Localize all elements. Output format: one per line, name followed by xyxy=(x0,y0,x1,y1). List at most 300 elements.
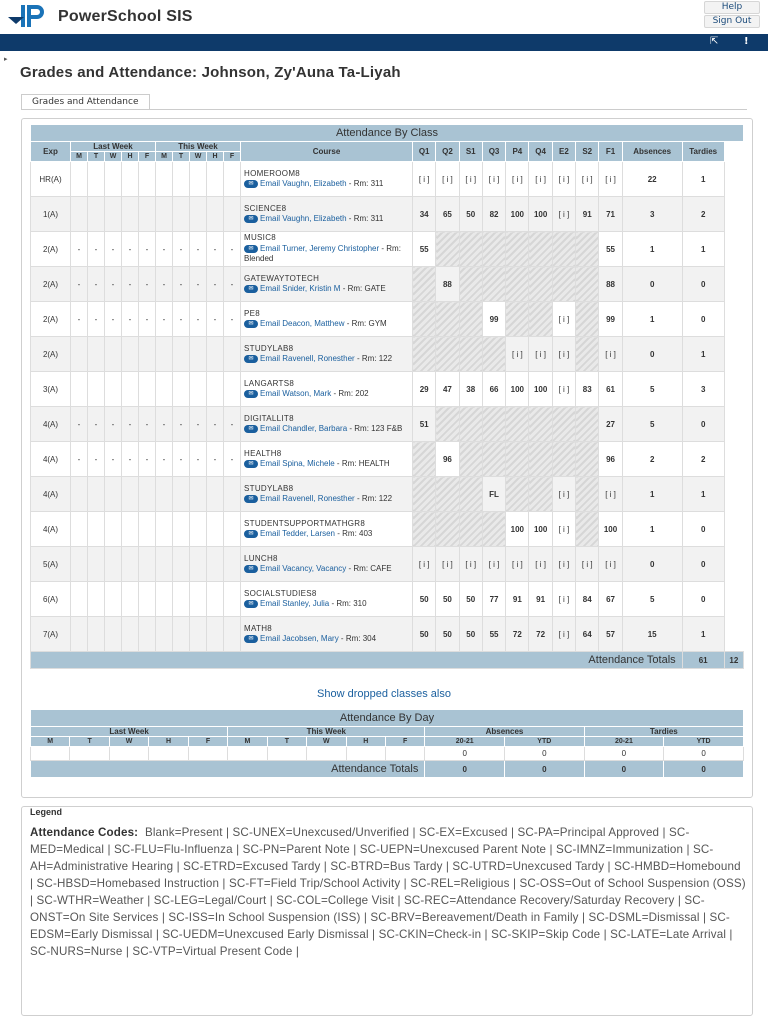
day-cell xyxy=(173,337,190,372)
grade-cell-link[interactable]: 50 xyxy=(413,617,436,652)
day-cell xyxy=(122,547,139,582)
day-cell xyxy=(156,162,173,197)
day-cell xyxy=(139,512,156,547)
grade-cell-link[interactable]: [ i ] xyxy=(552,477,575,512)
grade-cell-na xyxy=(482,442,505,477)
course-name: PE8 xyxy=(244,308,261,318)
day-cell xyxy=(173,547,190,582)
grade-cell-link[interactable]: 100 xyxy=(529,512,552,547)
grade-cell-link[interactable]: 91 xyxy=(506,582,529,617)
grade-cell-link[interactable]: [ i ] xyxy=(552,547,575,582)
grade-cell-na xyxy=(552,442,575,477)
day-letter: W xyxy=(109,737,148,747)
grade-cell-link[interactable]: 83 xyxy=(576,372,599,407)
teacher-email-link[interactable]: Email Chandler, Barbara xyxy=(260,424,348,433)
grade-cell-link[interactable]: 64 xyxy=(576,617,599,652)
absences-cell[interactable]: 5 xyxy=(622,582,682,617)
grade-cell-na xyxy=(459,407,482,442)
day-cell: - xyxy=(173,442,190,477)
day-cell: - xyxy=(173,407,190,442)
grade-cell-link[interactable]: 38 xyxy=(459,372,482,407)
sign-out-button[interactable]: Sign Out xyxy=(704,15,760,28)
day-letter: T xyxy=(173,152,190,162)
col-last-week: Last Week xyxy=(71,142,156,152)
email-icon[interactable]: ✉ xyxy=(244,390,258,398)
room-label: - Rm: 311 xyxy=(346,214,384,223)
tardies-cell[interactable]: 1 xyxy=(682,162,724,197)
day-cell: - xyxy=(190,302,207,337)
grade-cell-link[interactable]: 91 xyxy=(576,197,599,232)
day-cell xyxy=(71,477,88,512)
teacher-email-link[interactable]: Email Ravenell, Ronesther xyxy=(260,354,355,363)
course-cell xyxy=(241,232,413,267)
class-row xyxy=(31,267,744,302)
tardies-cell[interactable]: 2 xyxy=(682,197,724,232)
teacher-email-link[interactable]: Email Vacancy, Vacancy xyxy=(260,564,347,573)
grade-cell-link[interactable]: [ i ] xyxy=(599,477,622,512)
col-absences: Absences xyxy=(622,142,682,162)
legend-label: Attendance Codes: xyxy=(30,826,139,839)
total-absences: 61 xyxy=(682,652,724,669)
grade-cell-link[interactable]: [ i ] xyxy=(413,547,436,582)
day-cell xyxy=(105,197,122,232)
exp-cell: 3(A) xyxy=(31,372,71,407)
day-cell xyxy=(105,162,122,197)
day-cell xyxy=(224,582,241,617)
tardies-cell[interactable]: 0 xyxy=(682,407,724,442)
tardies-cell[interactable]: 0 xyxy=(682,512,724,547)
nav-bar xyxy=(0,34,768,51)
day-cell: - xyxy=(139,442,156,477)
grade-cell-link[interactable]: [ i ] xyxy=(482,547,505,582)
day-cell: - xyxy=(207,302,224,337)
alert-icon[interactable]: ! xyxy=(744,36,749,47)
grade-cell-na xyxy=(576,267,599,302)
day-cell xyxy=(105,617,122,652)
grade-cell-link[interactable]: [ i ] xyxy=(436,547,459,582)
course-name: LUNCH8 xyxy=(244,553,278,563)
grade-cell-na xyxy=(576,302,599,337)
teacher-email-link[interactable]: Email Tedder, Larsen xyxy=(260,529,336,538)
day-cell xyxy=(156,477,173,512)
day-cell xyxy=(105,512,122,547)
course-name: DIGITALLIT8 xyxy=(244,413,294,423)
tardies-cell[interactable]: 1 xyxy=(682,232,724,267)
day-cell: - xyxy=(156,232,173,267)
grade-cell-link[interactable]: 88 xyxy=(599,267,622,302)
day-cell: - xyxy=(139,407,156,442)
col-term[interactable]: S2 xyxy=(576,142,599,162)
grade-cell-link[interactable]: [ i ] xyxy=(436,162,459,197)
absences-cell[interactable]: 0 xyxy=(622,337,682,372)
email-icon[interactable]: ✉ xyxy=(244,460,258,468)
absences-cell[interactable]: 5 xyxy=(622,372,682,407)
grade-cell-link[interactable]: 57 xyxy=(599,617,622,652)
day-cell: - xyxy=(88,302,105,337)
day-cell xyxy=(71,197,88,232)
day-cell xyxy=(224,197,241,232)
grade-cell-link[interactable]: [ i ] xyxy=(576,162,599,197)
day-cell xyxy=(122,337,139,372)
exp-cell: 2(A) xyxy=(31,337,71,372)
day-letter: T xyxy=(70,737,109,747)
grade-cell-link[interactable]: [ i ] xyxy=(552,197,575,232)
col-term[interactable]: Q4 xyxy=(529,142,552,162)
class-row xyxy=(31,582,744,617)
day-total-cell: 0 xyxy=(504,747,584,761)
tardies-cell[interactable]: 1 xyxy=(682,337,724,372)
grade-cell-link[interactable]: 88 xyxy=(436,267,459,302)
tardies-cell[interactable]: 1 xyxy=(682,477,724,512)
course-cell xyxy=(241,337,413,372)
grade-cell-link[interactable]: 71 xyxy=(599,197,622,232)
course-name: SCIENCE8 xyxy=(244,203,287,213)
grade-cell-link[interactable]: 50 xyxy=(459,617,482,652)
day-col-absences: Absences xyxy=(425,727,584,737)
day-cell: - xyxy=(156,267,173,302)
day-cell xyxy=(207,477,224,512)
grade-cell-link[interactable]: 66 xyxy=(482,372,505,407)
day-cell: - xyxy=(105,267,122,302)
course-cell xyxy=(241,582,413,617)
day-cell xyxy=(224,372,241,407)
email-icon[interactable]: ✉ xyxy=(244,285,258,293)
col-course: Course xyxy=(241,142,413,162)
day-cell: - xyxy=(156,407,173,442)
col-term[interactable]: P4 xyxy=(506,142,529,162)
grade-cell-na xyxy=(436,337,459,372)
col-term[interactable]: E2 xyxy=(552,142,575,162)
day-cell: - xyxy=(207,407,224,442)
tardies-cell[interactable]: 0 xyxy=(682,267,724,302)
course-name: STUDENTSUPPORTMATHGR8 xyxy=(244,518,366,528)
day-cell xyxy=(105,477,122,512)
day-cell: - xyxy=(173,232,190,267)
day-cell: - xyxy=(190,442,207,477)
grade-cell-link[interactable]: 27 xyxy=(599,407,622,442)
grade-cell-link[interactable]: 61 xyxy=(599,372,622,407)
course-cell xyxy=(241,617,413,652)
grade-cell-link[interactable]: [ i ] xyxy=(459,162,482,197)
day-cell xyxy=(228,747,267,761)
absences-cell[interactable]: 2 xyxy=(622,442,682,477)
course-cell xyxy=(241,267,413,302)
grade-cell-na xyxy=(506,232,529,267)
grade-cell-link[interactable]: 50 xyxy=(436,617,459,652)
absences-cell[interactable]: 0 xyxy=(622,547,682,582)
class-row xyxy=(31,162,744,197)
absences-cell[interactable]: 5 xyxy=(622,407,682,442)
day-cell xyxy=(88,477,105,512)
day-cell: - xyxy=(224,232,241,267)
grade-cell-na xyxy=(436,302,459,337)
course-name: LANGARTS8 xyxy=(244,378,295,388)
grade-cell-link[interactable]: 65 xyxy=(436,197,459,232)
grade-cell-link[interactable]: [ i ] xyxy=(552,582,575,617)
day-cell xyxy=(88,547,105,582)
day-letter: M xyxy=(156,152,173,162)
grade-cell-link[interactable]: 84 xyxy=(576,582,599,617)
grade-cell-link[interactable]: [ i ] xyxy=(552,512,575,547)
room-label: - Rm: GATE xyxy=(340,284,386,293)
expand-arrow-icon[interactable]: ▸ xyxy=(4,55,8,63)
grade-cell-link[interactable]: 47 xyxy=(436,372,459,407)
absences-cell[interactable]: 1 xyxy=(622,477,682,512)
day-cell xyxy=(88,162,105,197)
grade-cell-link[interactable]: 55 xyxy=(482,617,505,652)
col-term[interactable]: Q3 xyxy=(482,142,505,162)
grade-cell-link[interactable]: 55 xyxy=(599,232,622,267)
col-term[interactable]: S1 xyxy=(459,142,482,162)
day-cell: - xyxy=(122,442,139,477)
grade-cell-link[interactable]: [ i ] xyxy=(459,547,482,582)
col-exp: Exp xyxy=(31,142,71,162)
grade-cell-link[interactable]: 100 xyxy=(506,512,529,547)
grade-cell-link[interactable]: [ i ] xyxy=(599,547,622,582)
attendance-by-day-table xyxy=(30,709,744,778)
course-cell xyxy=(241,162,413,197)
grade-cell-na xyxy=(482,232,505,267)
tardies-cell[interactable]: 2 xyxy=(682,442,724,477)
absences-cell[interactable]: 1 xyxy=(622,232,682,267)
room-label: - Rm: HEALTH xyxy=(334,459,390,468)
grade-cell-link[interactable]: 96 xyxy=(599,442,622,477)
day-cell xyxy=(88,197,105,232)
grade-cell-link[interactable]: [ i ] xyxy=(599,337,622,372)
grade-cell-na xyxy=(576,477,599,512)
day-cell: - xyxy=(139,232,156,267)
grade-cell-link[interactable]: 50 xyxy=(413,582,436,617)
grade-cell-link[interactable]: 29 xyxy=(413,372,436,407)
grade-cell-link[interactable]: 99 xyxy=(482,302,505,337)
grade-cell-na xyxy=(459,512,482,547)
day-cell: - xyxy=(88,442,105,477)
powerschool-logo-icon[interactable] xyxy=(20,4,48,28)
grade-cell-link[interactable]: [ i ] xyxy=(552,162,575,197)
grade-cell-link[interactable]: 77 xyxy=(482,582,505,617)
day-cell xyxy=(156,617,173,652)
day-cell xyxy=(71,162,88,197)
day-cell xyxy=(385,747,424,761)
col-term[interactable]: Q2 xyxy=(436,142,459,162)
grade-cell-link[interactable]: 100 xyxy=(529,372,552,407)
day-letter: M xyxy=(228,737,267,747)
tardies-cell[interactable]: 0 xyxy=(682,582,724,617)
day-grand-total: 0 xyxy=(425,761,505,778)
email-icon[interactable]: ✉ xyxy=(244,635,258,643)
exp-cell: 2(A) xyxy=(31,302,71,337)
room-label: - Rm: GYM xyxy=(344,319,387,328)
exp-cell: 2(A) xyxy=(31,232,71,267)
grade-cell-link[interactable]: [ i ] xyxy=(482,162,505,197)
teacher-email-link[interactable]: Email Vaughn, Elizabeth xyxy=(260,179,347,188)
grade-cell-na xyxy=(436,512,459,547)
grade-cell-link[interactable]: FL xyxy=(482,477,505,512)
absences-cell[interactable]: 1 xyxy=(622,302,682,337)
day-cell: - xyxy=(122,407,139,442)
email-icon[interactable]: ✉ xyxy=(244,215,258,223)
email-icon[interactable]: ✉ xyxy=(244,600,258,608)
email-icon[interactable]: ✉ xyxy=(244,320,258,328)
grade-cell-link[interactable]: [ i ] xyxy=(599,162,622,197)
teacher-email-link[interactable]: Email Vaughn, Elizabeth xyxy=(260,214,347,223)
absences-cell[interactable]: 3 xyxy=(622,197,682,232)
grade-cell-link[interactable]: [ i ] xyxy=(529,162,552,197)
help-button[interactable]: Help xyxy=(704,1,760,14)
grade-cell-na xyxy=(459,477,482,512)
grade-cell-link[interactable]: 82 xyxy=(482,197,505,232)
day-col-tardies: Tardies xyxy=(584,727,743,737)
day-cell: - xyxy=(71,232,88,267)
day-cell xyxy=(173,617,190,652)
day-cell xyxy=(173,582,190,617)
grade-cell-na xyxy=(576,442,599,477)
grade-cell-link[interactable]: 91 xyxy=(529,582,552,617)
grade-cell-link[interactable]: 34 xyxy=(413,197,436,232)
grade-cell-link[interactable]: 100 xyxy=(529,197,552,232)
grade-cell-link[interactable]: 51 xyxy=(413,407,436,442)
grade-cell-na xyxy=(436,477,459,512)
day-cell xyxy=(71,337,88,372)
grade-cell-na xyxy=(413,337,436,372)
day-cell xyxy=(207,617,224,652)
email-icon[interactable]: ✉ xyxy=(244,245,258,253)
tardies-cell[interactable]: 0 xyxy=(682,547,724,582)
day-cell: - xyxy=(224,302,241,337)
grade-cell-link[interactable]: [ i ] xyxy=(529,547,552,582)
teacher-email-link[interactable]: Email Spina, Michele xyxy=(260,459,335,468)
grade-cell-na xyxy=(529,232,552,267)
grade-cell-link[interactable]: 100 xyxy=(506,197,529,232)
day-cell: - xyxy=(88,232,105,267)
teacher-email-link[interactable]: Email Watson, Mark xyxy=(260,389,332,398)
email-icon[interactable]: ✉ xyxy=(244,565,258,573)
grade-cell-na xyxy=(552,232,575,267)
day-cell xyxy=(190,477,207,512)
email-icon[interactable]: ✉ xyxy=(244,530,258,538)
attendance-totals-label: Attendance Totals xyxy=(31,652,683,669)
day-col-this-week: This Week xyxy=(228,727,425,737)
day-cell xyxy=(207,337,224,372)
day-cell: - xyxy=(207,232,224,267)
grade-cell-link[interactable]: 96 xyxy=(436,442,459,477)
day-cell xyxy=(71,547,88,582)
grade-cell-na xyxy=(459,267,482,302)
nav-caret-icon xyxy=(8,17,24,24)
absences-cell[interactable]: 15 xyxy=(622,617,682,652)
col-this-week: This Week xyxy=(156,142,241,152)
grade-cell-link[interactable]: [ i ] xyxy=(552,617,575,652)
grade-cell-link[interactable]: [ i ] xyxy=(552,337,575,372)
grade-cell-link[interactable]: 100 xyxy=(506,372,529,407)
grade-cell-link[interactable]: [ i ] xyxy=(413,162,436,197)
email-icon[interactable]: ✉ xyxy=(244,180,258,188)
day-cell: - xyxy=(190,407,207,442)
course-cell xyxy=(241,197,413,232)
email-icon[interactable]: ✉ xyxy=(244,425,258,433)
tab-grades-and-attendance[interactable]: Grades and Attendance xyxy=(21,94,150,110)
day-letter: F xyxy=(139,152,156,162)
day-cell xyxy=(156,337,173,372)
grade-cell-link[interactable]: 50 xyxy=(459,582,482,617)
day-cell: - xyxy=(105,442,122,477)
grade-cell-link[interactable]: [ i ] xyxy=(506,337,529,372)
day-cell xyxy=(139,582,156,617)
show-dropped-classes-link[interactable]: Show dropped classes also xyxy=(317,688,451,700)
email-icon[interactable]: ✉ xyxy=(244,495,258,503)
day-letter: F xyxy=(385,737,424,747)
tardies-cell[interactable]: 3 xyxy=(682,372,724,407)
grade-cell-na xyxy=(413,512,436,547)
teacher-email-link[interactable]: Email Jacobsen, Mary xyxy=(260,634,339,643)
course-cell xyxy=(241,302,413,337)
absences-cell[interactable]: 1 xyxy=(622,512,682,547)
col-term[interactable]: F1 xyxy=(599,142,622,162)
day-cell xyxy=(156,582,173,617)
tardies-cell[interactable]: 0 xyxy=(682,302,724,337)
grade-cell-link[interactable]: 50 xyxy=(459,197,482,232)
teacher-email-link[interactable]: Email Snider, Kristin M xyxy=(260,284,341,293)
day-cell: - xyxy=(173,302,190,337)
teacher-email-link[interactable]: Email Stanley, Julia xyxy=(260,599,330,608)
room-label: - Rm: 310 xyxy=(329,599,367,608)
day-cell xyxy=(156,197,173,232)
teacher-email-link[interactable]: Email Ravenell, Ronesther xyxy=(260,494,355,503)
day-totals-label: Attendance Totals xyxy=(31,761,425,778)
day-cell xyxy=(156,512,173,547)
absences-cell[interactable]: 22 xyxy=(622,162,682,197)
grade-cell-link[interactable]: 50 xyxy=(436,582,459,617)
open-new-window-icon[interactable]: ⇱ xyxy=(710,36,719,47)
grade-cell-link[interactable]: [ i ] xyxy=(552,302,575,337)
email-icon[interactable]: ✉ xyxy=(244,355,258,363)
day-cell xyxy=(105,582,122,617)
day-cell xyxy=(71,617,88,652)
day-cell xyxy=(149,747,188,761)
room-label: - Rm: 123 F&B xyxy=(347,424,403,433)
day-cell: - xyxy=(71,442,88,477)
course-name: MUSIC8 xyxy=(244,233,277,243)
tardies-cell[interactable]: 1 xyxy=(682,617,724,652)
exp-cell: 6(A) xyxy=(31,582,71,617)
day-cell xyxy=(156,372,173,407)
teacher-email-link[interactable]: Email Turner, Jeremy Christopher xyxy=(260,243,380,253)
grade-cell-link[interactable]: 99 xyxy=(599,302,622,337)
grade-cell-link[interactable]: 72 xyxy=(506,617,529,652)
class-row xyxy=(31,302,744,337)
day-grand-total: 0 xyxy=(664,761,744,778)
teacher-email-link[interactable]: Email Deacon, Matthew xyxy=(260,319,345,328)
day-cell xyxy=(190,337,207,372)
page-title: Grades and Attendance: Johnson, Zy'Auna Ta-Liyah xyxy=(20,64,401,81)
grade-cell-na xyxy=(506,442,529,477)
attendance-by-day-caption: Attendance By Day xyxy=(31,710,744,727)
grade-cell-link[interactable]: [ i ] xyxy=(552,372,575,407)
col-term[interactable]: Q1 xyxy=(413,142,436,162)
day-cell xyxy=(122,617,139,652)
grade-cell-link[interactable]: 55 xyxy=(413,232,436,267)
grade-cell-link[interactable]: 100 xyxy=(599,512,622,547)
absences-cell[interactable]: 0 xyxy=(622,267,682,302)
grade-cell-link[interactable]: [ i ] xyxy=(506,547,529,582)
grade-cell-link[interactable]: 72 xyxy=(529,617,552,652)
grade-cell-link[interactable]: [ i ] xyxy=(576,547,599,582)
grade-cell-link[interactable]: 67 xyxy=(599,582,622,617)
day-letter: F xyxy=(224,152,241,162)
day-grand-total: 0 xyxy=(504,761,584,778)
grade-cell-link[interactable]: [ i ] xyxy=(506,162,529,197)
grade-cell-link[interactable]: [ i ] xyxy=(529,337,552,372)
